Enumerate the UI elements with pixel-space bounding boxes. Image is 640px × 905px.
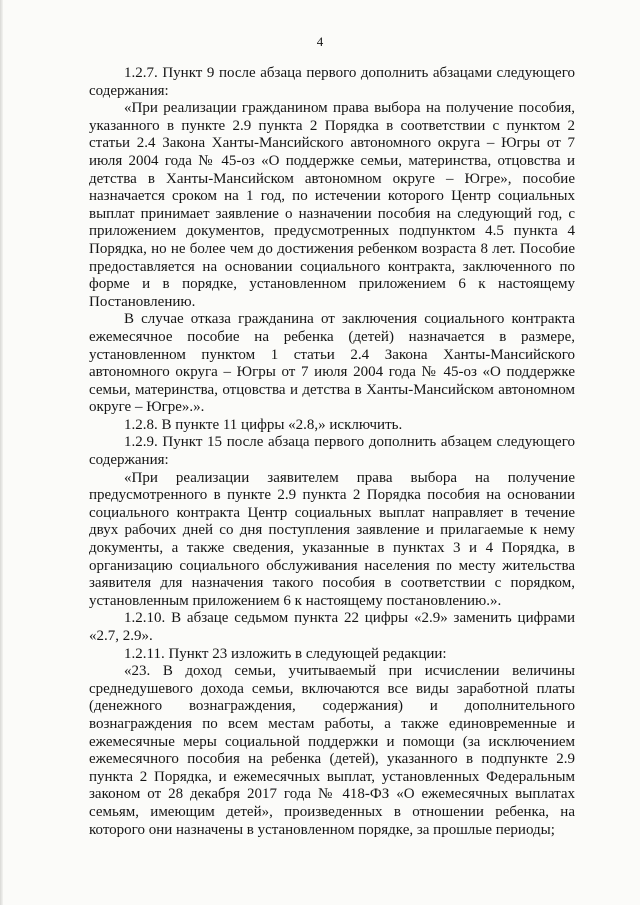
page-edge-shadow bbox=[0, 0, 3, 905]
paragraph-refusal-social-contract: В случае отказа гражданина от заключения социального контракта ежемесячное пособие на ребенка (детей) назначается в размере, установленном пунктом 1 статьи 2.4 Закона Ханты-Мансийского автономного округа – Югры от 7 июля 2004 года № 45-оз «О поддержке семьи, материнства, отцовства и детства в Ханты-Мансийском автономном округе – Югре».». bbox=[89, 311, 575, 416]
page-number: 4 bbox=[316, 34, 324, 49]
paragraph-1-2-7-intro: 1.2.7. Пункт 9 после абзаца первого дополнить абзацами следующего содержания: bbox=[89, 65, 575, 99]
paragraph-quoted-item-23: «23. В доход семьи, учитываемый при исчислении величины среднедушевого дохода семьи, включаются все виды заработной платы (денежного вознаграждения, содержания) и дополнительного вознаграждения по всем местам работы, а также единовременные и ежемесячные меры социальной поддержки и помощи (за исключением ежемесячного пособия на ребенка (детей), указанного в подпункте 2.9 пункта 2 Порядка, и ежемесячных выплат, установленных Федеральным законом от 28 декабря 2017 года № 418-ФЗ «О ежемесячных выплатах семьям, имеющим детей», произведенных в отношении ребенка, на которого они назначены в установленном порядке, за прошлые периоды; bbox=[89, 663, 575, 838]
paragraph-quoted-benefit-choice: «При реализации гражданином права выбора на получение пособия, указанного в пункте 2.9 пункта 2 Порядка в соответствии с пунктом 2 статьи 2.4 Закона Ханты-Мансийского автономного округа – Югры от 7 июля 2004 года № 45-оз «О поддержке семьи, материнства, отцовства и детства в Ханты-Мансийском автономном округе – Югре», пособие назначается сроком на 1 год, по истечении которого Центр социальных выплат принимает заявление о назначении пособия на следующий год, с приложением документов, предусмотренных подпунктом 4.5 пункта 4 Порядка, но не более чем до достижения ребенком возраста 8 лет. Пособие предоставляется на основании социального контракта, заключенного по форме и в порядке, установленном приложением 6 к настоящему Постановлению. bbox=[89, 100, 575, 310]
document-body bbox=[89, 65, 575, 839]
paragraph-1-2-8: 1.2.8. В пункте 11 цифры «2.8,» исключить. bbox=[124, 416, 403, 433]
paragraph-1-2-11-intro: 1.2.11. Пункт 23 изложить в следующей редакции: bbox=[124, 645, 447, 662]
paragraph-quoted-applicant-choice: «При реализации заявителем права выбора на получение предусмотренного в пункте 2.9 пункта 2 Порядка пособия на основании социального контракта Центр социальных выплат направляет в течение двух рабочих дней со дня поступления заявление и прилагаемые к нему документы, а также сведения, указанные в пунктах 3 и 4 Порядка, в организацию социального обслуживания населения по месту жительства заявителя для назначения такого пособия в соответствии с порядком, установленным приложением 6 к настоящему постановлению.». bbox=[89, 469, 575, 609]
paragraph-1-2-10: 1.2.10. В абзаце седьмом пункта 22 цифры «2.9» заменить цифрами «2.7, 2.9». bbox=[89, 610, 575, 644]
paragraph-1-2-9-intro: 1.2.9. Пункт 15 после абзаца первого дополнить абзацем следующего содержания: bbox=[89, 434, 575, 469]
